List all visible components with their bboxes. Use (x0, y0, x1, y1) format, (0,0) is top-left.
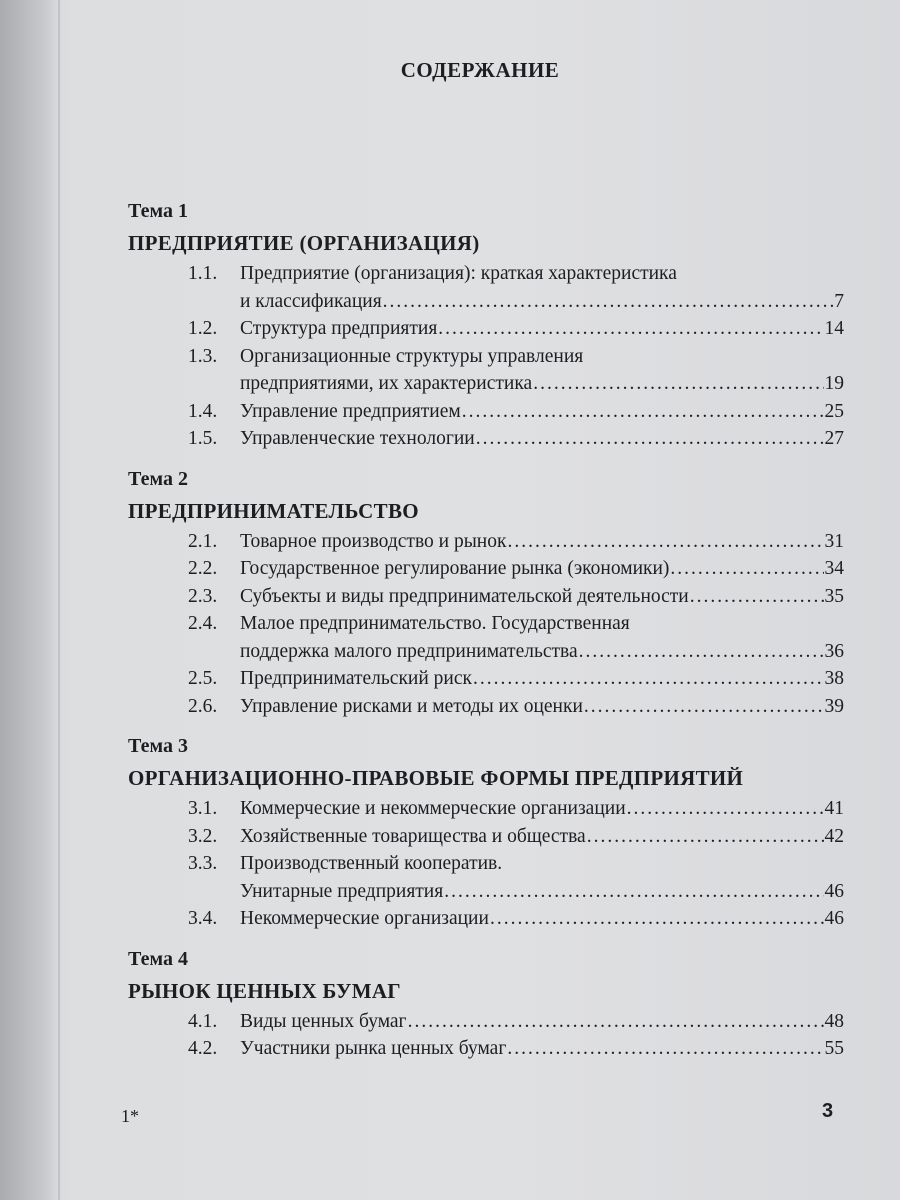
section-label: Тема 3 (128, 735, 188, 757)
entry-title: Коммерческие и некоммерческие организации (240, 798, 626, 819)
dot-leader (444, 878, 823, 906)
entry-text (240, 528, 844, 556)
entry-page-number: 41 (824, 798, 844, 819)
entry-last-line (240, 638, 844, 666)
entry-title: Предпринимательский риск (240, 668, 472, 689)
entry-last-line (240, 398, 844, 426)
entry-text (240, 343, 844, 398)
entry-number: 3.3. (188, 853, 218, 874)
dot-leader (670, 555, 823, 583)
entry-number: 1.2. (188, 318, 218, 339)
dot-leader (584, 693, 824, 721)
entry-page-number: 42 (824, 825, 844, 847)
printer-signature-mark: 1* (121, 1106, 139, 1126)
entry-number: 2.1. (188, 530, 218, 552)
entry-title: Некоммерческие организации (240, 908, 489, 929)
section-label: Тема 2 (128, 467, 188, 490)
toc-entry (128, 610, 844, 665)
toc-entry (128, 1008, 844, 1036)
entry-page-number: 55 (824, 1038, 844, 1059)
entry-last-line (240, 665, 844, 693)
entry-text (240, 795, 844, 823)
entry-number: 2.5. (188, 668, 218, 689)
entry-text (240, 583, 844, 611)
toc-entry (128, 425, 844, 453)
entry-text (240, 665, 844, 693)
entry-last-line (240, 370, 844, 398)
toc-entry (128, 555, 844, 583)
dot-leader (690, 583, 824, 611)
entry-title: Структура предприятия (240, 318, 438, 339)
entry-title-line: Производственный кооператив. (240, 853, 503, 874)
dot-leader (627, 795, 824, 823)
entry-last-line (240, 823, 844, 851)
entry-page-number: 25 (824, 400, 844, 422)
section-label: Тема 4 (128, 947, 188, 970)
entry-last-line (240, 878, 844, 906)
entry-text (240, 693, 844, 721)
section-label: Тема 1 (128, 200, 188, 222)
entry-page-number: 27 (824, 428, 844, 449)
entry-text (240, 823, 844, 851)
entry-page-number: 48 (824, 1010, 844, 1032)
entry-number: 1.5. (188, 428, 218, 449)
entry-page-number: 19 (824, 373, 844, 394)
toc-entry (128, 528, 844, 556)
toc-entry (128, 795, 844, 823)
entry-title: Субъекты и виды предпринимательской деятельности (240, 585, 689, 607)
section-heading: ОРГАНИЗАЦИОННО-ПРАВОВЫЕ ФОРМЫ ПРЕДПРИЯТИЙ (128, 766, 744, 790)
entry-last-line (240, 583, 844, 611)
entry-number: 1.1. (188, 263, 218, 284)
page-edge (58, 0, 60, 1200)
dot-leader (383, 288, 834, 316)
toc-entry (128, 823, 844, 851)
dot-leader (507, 528, 823, 556)
entry-title: Хозяйственные товарищества и общества (240, 825, 586, 847)
entry-last-line (240, 1035, 844, 1063)
entry-page-number: 34 (824, 558, 844, 579)
dot-leader (438, 315, 823, 343)
toc-entry (128, 343, 844, 398)
entry-title: Государственное регулирование рынка (экономики) (240, 558, 670, 579)
entry-number: 4.1. (188, 1010, 218, 1032)
entry-page-number: 46 (824, 880, 844, 902)
entry-last-line (240, 528, 844, 556)
entry-number: 2.3. (188, 585, 218, 607)
dot-leader (462, 398, 824, 426)
entry-page-number: 39 (824, 695, 844, 717)
entry-text (240, 425, 844, 453)
dot-leader (408, 1008, 824, 1036)
toc-entry (128, 398, 844, 426)
dot-leader (587, 823, 824, 851)
dot-leader (507, 1035, 823, 1063)
entry-title: и классификация (240, 290, 382, 312)
entry-page-number: 36 (824, 640, 844, 662)
entry-last-line (240, 315, 844, 343)
entry-number: 3.2. (188, 825, 218, 847)
dot-leader (473, 665, 824, 693)
entry-number: 3.4. (188, 908, 218, 929)
entry-page-number: 14 (824, 318, 844, 339)
toc-entry (128, 315, 844, 343)
entry-title: поддержка малого предпринимательства (240, 640, 578, 662)
entry-title-line: Малое предпринимательство. Государственная (240, 613, 630, 634)
toc-entry (128, 693, 844, 721)
dot-leader (490, 905, 824, 933)
entry-title: Виды ценных бумаг (240, 1010, 407, 1032)
entry-last-line (240, 425, 844, 453)
entry-number: 1.4. (188, 400, 218, 422)
toc-entry (128, 260, 844, 315)
entry-last-line (240, 905, 844, 933)
toc-entry (128, 665, 844, 693)
book-gutter-shadow (0, 0, 58, 1200)
entry-text (240, 905, 844, 933)
entry-page-number: 46 (824, 908, 844, 929)
toc-entry (128, 850, 844, 905)
toc-entry (128, 905, 844, 933)
dot-leader (533, 370, 823, 398)
entry-title-line: Организационные структуры управления (240, 345, 584, 367)
entry-last-line (240, 288, 844, 316)
section-heading: ПРЕДПРИНИМАТЕЛЬСТВО (128, 498, 419, 523)
entry-page-number: 31 (824, 530, 844, 552)
toc-entry (128, 1035, 844, 1063)
entry-title: Управление рисками и методы их оценки (240, 695, 583, 717)
entry-number: 2.2. (188, 558, 218, 579)
dot-leader (476, 425, 824, 453)
entry-text (240, 260, 844, 315)
page-number: 3 (822, 1100, 834, 1122)
entry-page-number: 38 (824, 668, 844, 689)
toc-entry (128, 583, 844, 611)
entry-number: 4.2. (188, 1038, 218, 1059)
toc-section (128, 731, 844, 933)
entry-title: Управленческие технологии (240, 428, 475, 449)
entry-number: 2.6. (188, 695, 218, 717)
toc-section (128, 464, 844, 721)
entry-title: предприятиями, их характеристика (240, 373, 533, 394)
entry-text (240, 315, 844, 343)
entry-last-line (240, 693, 844, 721)
entry-number: 1.3. (188, 345, 218, 367)
page-title: СОДЕРЖАНИЕ (400, 58, 560, 82)
entry-number: 3.1. (188, 798, 218, 819)
table-of-contents (128, 196, 844, 1074)
entry-last-line (240, 555, 844, 583)
entry-page-number: 35 (824, 585, 844, 607)
entry-number: 2.4. (188, 613, 218, 634)
entry-title: Управление предприятием (240, 400, 461, 422)
entry-last-line (240, 795, 844, 823)
entry-text (240, 555, 844, 583)
section-heading: РЫНОК ЦЕННЫХ БУМАГ (128, 978, 401, 1003)
entry-title: Товарное производство и рынок (240, 530, 507, 552)
entry-text (240, 1008, 844, 1036)
entry-title-line: Предприятие (организация): краткая характеристика (240, 263, 677, 284)
toc-section (128, 196, 844, 453)
dot-leader (579, 638, 824, 666)
section-heading: ПРЕДПРИЯТИЕ (ОРГАНИЗАЦИЯ) (128, 231, 480, 255)
entry-text (240, 398, 844, 426)
entry-text (240, 610, 844, 665)
entry-text (240, 1035, 844, 1063)
entry-text (240, 850, 844, 905)
entry-title: Унитарные предприятия (240, 880, 444, 902)
entry-title: Участники рынка ценных бумаг (240, 1038, 507, 1059)
toc-section (128, 944, 844, 1063)
entry-last-line (240, 1008, 844, 1036)
entry-page-number: 7 (834, 290, 844, 312)
